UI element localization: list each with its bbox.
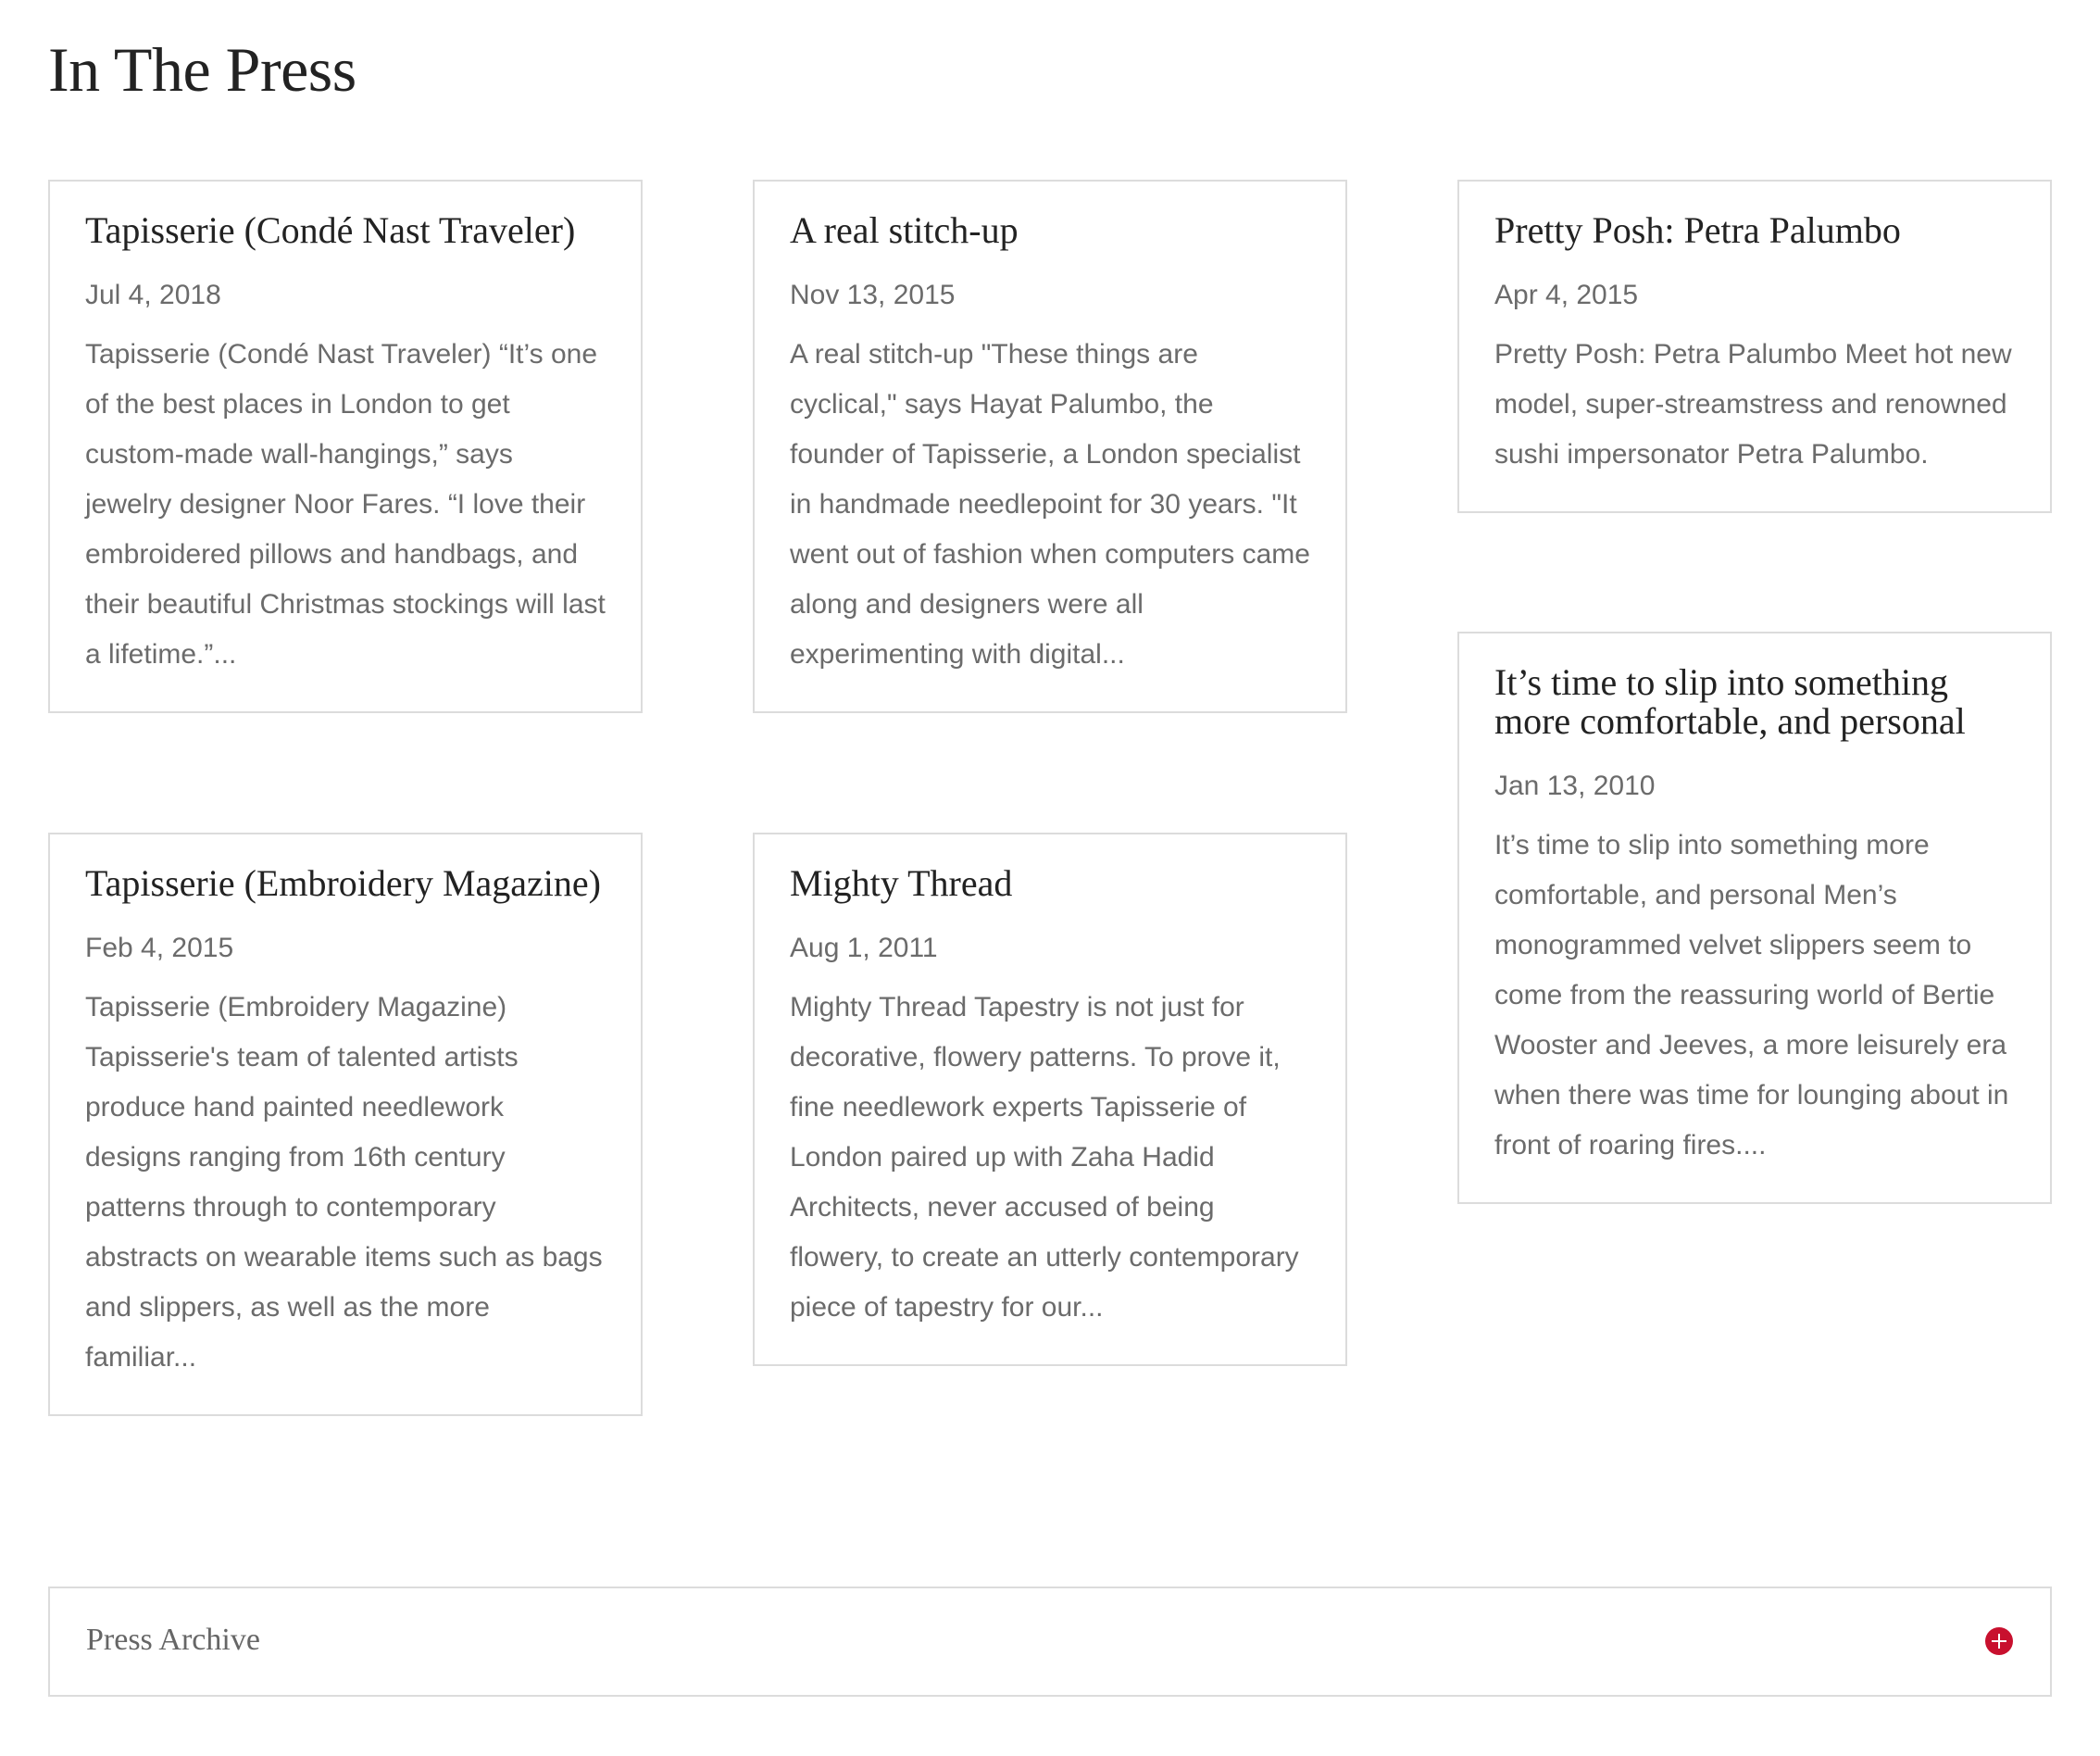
press-card-excerpt: Tapisserie (Condé Nast Traveler) “It’s one of the best places in London to get custom-made wall-hangings,” says jewelry designer Noor Fares. “I love their embroidered pillows and handbags, and their beautiful Christmas stockings will last a lifetime.”... [85, 339, 606, 670]
press-card[interactable] [48, 833, 643, 1416]
press-card-excerpt: Mighty Thread Tapestry is not just for decorative, flowery patterns. To prove it, fine needlework experts Tapisserie of London paired up with Zaha Hadid Architects, never accused of being flowery, to create an utterly contemporary piece of tapestry for our... [790, 992, 1299, 1323]
press-archive-accordion[interactable] [48, 1587, 2052, 1697]
press-card-excerpt: A real stitch-up "These things are cyclical," says Hayat Palumbo, the founder of Tapisserie, a London specialist in handmade needlepoint for 30 years. "It went out of fashion when computers came along and designers were all experimenting with digital... [790, 339, 1310, 670]
press-card-date: Jul 4, 2018 [85, 280, 221, 310]
plus-circle-icon[interactable] [1985, 1627, 2013, 1655]
press-card[interactable] [753, 833, 1347, 1366]
press-card-title[interactable]: Mighty Thread [790, 862, 1013, 904]
press-card-title[interactable]: Pretty Posh: Petra Palumbo [1494, 209, 1901, 251]
press-card[interactable] [753, 180, 1347, 713]
press-card-title[interactable]: Tapisserie (Condé Nast Traveler) [85, 209, 576, 251]
press-card-title[interactable]: A real stitch-up [790, 209, 1019, 251]
press-card[interactable] [1457, 180, 2052, 513]
press-card-date: Aug 1, 2011 [790, 933, 938, 963]
press-card-date: Apr 4, 2015 [1494, 280, 1639, 310]
press-card-excerpt: Tapisserie (Embroidery Magazine) Tapisserie's team of talented artists produce hand painted needlework designs ranging from 16th century patterns through to contemporary abstracts on wearable items such as bags and slippers, as well as the more familiar... [85, 992, 603, 1373]
press-card-date: Nov 13, 2015 [790, 280, 956, 310]
press-card-excerpt: Pretty Posh: Petra Palumbo Meet hot new model, super-streamstress and renowned sushi impersonator Petra Palumbo. [1494, 339, 2012, 470]
press-archive-label[interactable]: Press Archive [86, 1623, 260, 1657]
press-card-title[interactable]: Tapisserie (Embroidery Magazine) [85, 862, 601, 904]
press-card-date: Jan 13, 2010 [1494, 771, 1656, 801]
press-card-excerpt: It’s time to slip into something more comfortable, and personal Men’s monogrammed velvet slippers seem to come from the reassuring world of Bertie Wooster and Jeeves, a more leisurely era when there was time for lounging about in front of roaring fires.... [1494, 830, 2009, 1160]
press-card[interactable] [1457, 632, 2052, 1204]
page-title: In The Press [48, 34, 356, 105]
press-card-date: Feb 4, 2015 [85, 933, 234, 963]
press-card-title[interactable]: It’s time to slip into something more comfortable, and personal [1494, 661, 1966, 742]
press-card[interactable] [48, 180, 643, 713]
